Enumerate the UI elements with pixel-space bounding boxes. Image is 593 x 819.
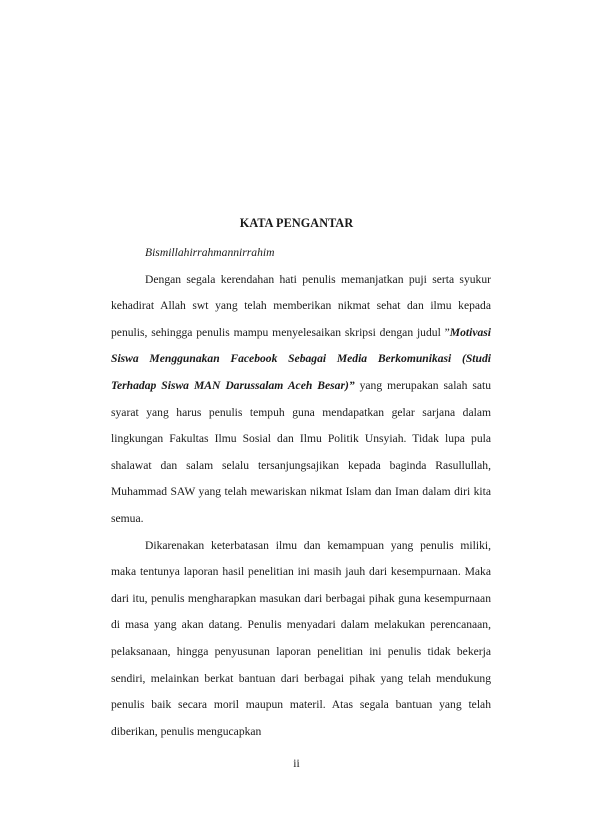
page-number: ii	[293, 757, 300, 770]
paragraph-1-rest: yang merupakan salah satu syarat yang harus penulis tempuh guna mendapatkan gelar sarjana dalam lingkungan Fakultas Ilmu Sosial dan Ilmu Politik Unsyiah. Tidak lupa pula shalawat dan salam selalu tersanjungsajikan kepada baginda Rasullullah, Muhammad SAW yang telah mewariskan nikmat Islam dan Iman dalam diri kita semua.	[111, 378, 491, 525]
greeting-line: Bismillahirrahmannirrahim	[145, 246, 275, 259]
page-title: KATA PENGANTAR	[239, 216, 354, 230]
paragraph-2: Dikarenakan keterbatasan ilmu dan kemampuan yang penulis miliki, maka tentunya laporan hasil penelitian ini masih jauh dari kesempurnaan. Maka dari itu, penulis mengharapkan masukan dari berbagai pihak guna kesempurnaan di masa yang akan datang. Penulis menyadari dalam melakukan perencanaan, pelaksanaan, hingga penyusunan laporan penelitian ini penulis tidak bekerja sendiri, melainkan berkat bantuan dari berbagai pihak yang telah mendukung penulis baik secara moril maupun materil. Atas segala bantuan yang telah diberikan, penulis mengucapkan	[111, 538, 491, 738]
paragraph-1-intro: Dengan segala kerendahan hati penulis memanjatkan puji serta syukur kehadirat Allah swt yang telah memberikan nikmat sehat dan ilmu kepada penulis, sehingga penulis mampu menyelesaikan skripsi dengan judul ”	[111, 272, 491, 339]
paragraph-1	[111, 267, 491, 533]
document-body	[111, 240, 491, 745]
thesis-title: Motivasi Siswa Menggunakan Facebook Sebagai Media Berkomunikasi (Studi Terhadap Siswa MAN Darussalam Aceh Besar)”	[111, 325, 491, 392]
